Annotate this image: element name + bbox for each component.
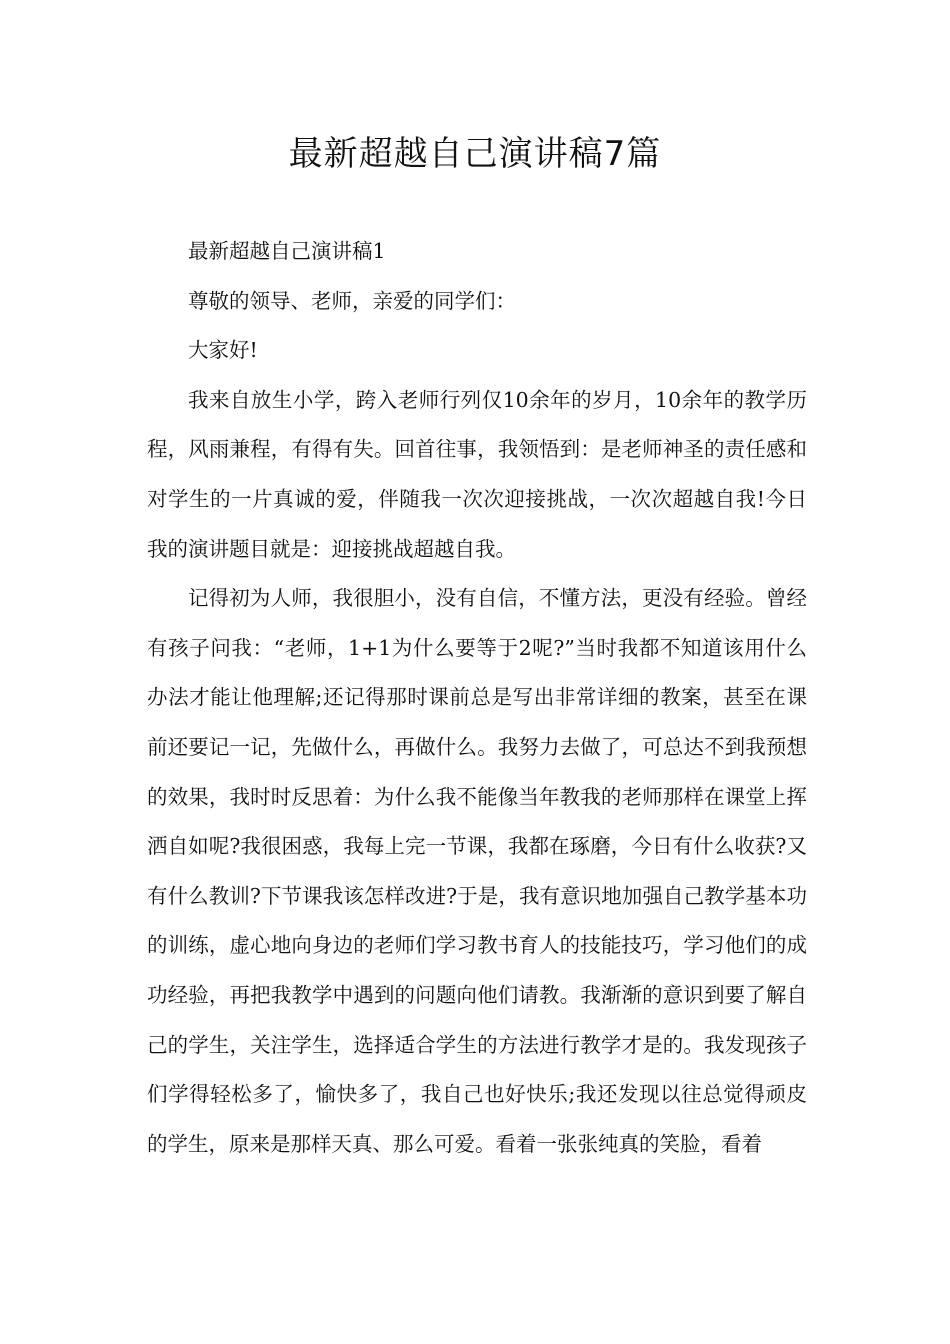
document-body	[147, 227, 807, 1169]
greeting: 大家好!	[188, 338, 258, 363]
section-heading: 最新超越自己演讲稿1	[188, 239, 386, 263]
body-paragraph: 我来自放生小学，跨入老师行列仅10余年的岁月，10余年的教学历程，风雨兼程，有得有失。回首往事，我领悟到：是老师神圣的责任感和对学生的一片真诚的爱，伴随我一次次迎接挑战，一次次超越自我!今日我的演讲题目就是：迎接挑战超越自我。	[147, 387, 807, 561]
body-paragraph: 记得初为人师，我很胆小，没有自信，不懂方法，更没有经验。曾经有孩子问我：“老师，1+1为什么要等于2呢?”当时我都不知道该用什么办法才能让他理解;还记得那时课前总是写出非常详细的教案，甚至在课前还要记一记，先做什么，再做什么。我努力去做了，可总达不到我预想的效果，我时时反思着：为什么我不能像当年教我的老师那样在课堂上挥洒自如呢?我很困惑，我每上完一节课，我都在琢磨，今日有什么收获?又有什么教训?下节课我该怎样改进?于是，我有意识地加强自己教学基本功的训练，虚心地向身边的老师们学习教书育人的技能技巧，学习他们的成功经验，再把我教学中遇到的问题向他们请教。我渐渐的意识到要了解自己的学生，关注学生，选择适合学生的方法进行教学才是的。我发现孩子们学得轻松多了，愉快多了，我自己也好快乐;我还发现以往总觉得顽皮的学生，原来是那样天真、那么可爱。看着一张张纯真的笑脸，看着	[147, 586, 807, 1156]
document-title: 最新超越自己演讲稿7篇	[288, 134, 662, 174]
salutation: 尊敬的领导、老师，亲爱的同学们：	[188, 288, 516, 313]
